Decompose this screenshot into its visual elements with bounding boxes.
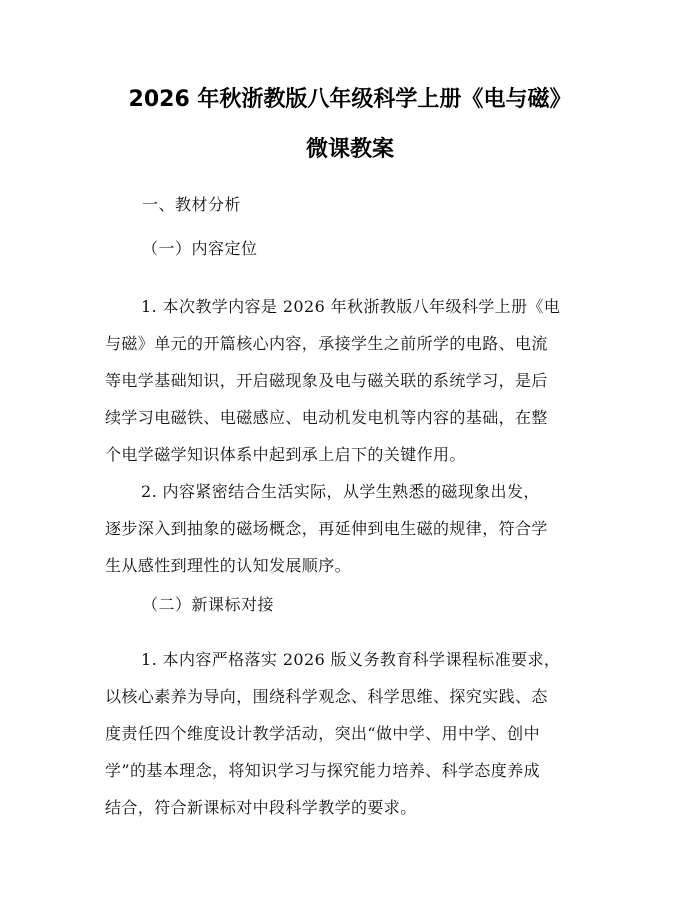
paragraph-line: 逐步深入到抽象的磁场概念，再延伸到电生磁的规律，符合学 — [105, 519, 548, 538]
paragraph-line: 学”的基本理念，将知识学习与探究能力培养、科学态度养成 — [105, 761, 540, 780]
document-title-line-1: 2026 年秋浙教版八年级科学上册《电与磁》 — [128, 87, 572, 112]
paragraph-line: 2. 内容紧密结合生活实际，从学生熟悉的磁现象出发， — [141, 482, 540, 501]
paragraph-line: 等电学基础知识，开启磁现象及电与磁关联的系统学习，是后 — [105, 371, 548, 390]
paragraph-line: 度责任四个维度设计教学活动，突出“做中学、用中学、创中 — [105, 724, 540, 743]
paragraph-line: 生从感性到理性的认知发展顺序。 — [105, 556, 352, 575]
paragraph-line: 续学习电磁铁、电磁感应、电动机发电机等内容的基础，在整 — [105, 408, 548, 427]
paragraph-line: 个电学磁学知识体系中起到承上启下的关键作用。 — [105, 445, 466, 464]
paragraph-line: 1. 本内容严格落实 2026 版义务教育科学课程标准要求， — [141, 650, 561, 669]
paragraph-curriculum-standard-1 — [105, 641, 605, 826]
document-title-line-2: 微课教案 — [305, 137, 394, 162]
paragraph-line: 与磁》单元的开篇核心内容，承接学生之前所学的电路、电流 — [105, 334, 548, 353]
subsection-heading-curriculum-standard: （二）新课标对接 — [142, 595, 275, 614]
paragraph-line: 以核心素养为导向，围绕科学观念、科学思维、探究实践、态 — [105, 687, 548, 706]
section-heading-textbook-analysis: 一、教材分析 — [142, 195, 242, 214]
paragraph-line: 结合，符合新课标对中段科学教学的要求。 — [105, 798, 417, 817]
subsection-heading-content-positioning: （一）内容定位 — [142, 239, 258, 258]
paragraph-content-positioning-1 — [105, 288, 605, 473]
paragraph-line: 1. 本次教学内容是 2026 年秋浙教版八年级科学上册《电 — [141, 297, 561, 316]
paragraph-content-positioning-2 — [105, 473, 605, 584]
